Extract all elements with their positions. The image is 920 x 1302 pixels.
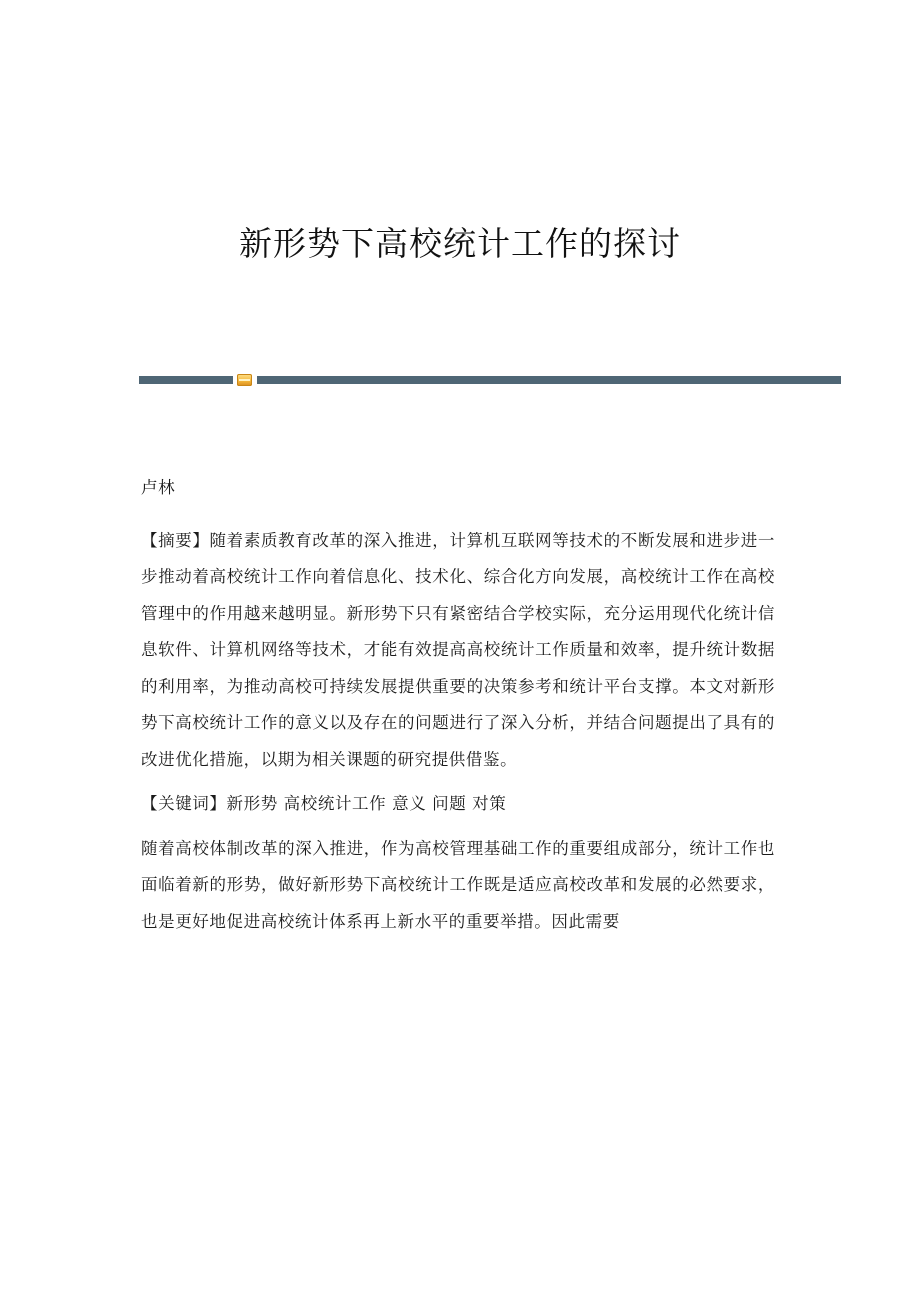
page-title: 新形势下高校统计工作的探讨 [239, 224, 681, 263]
keywords-paragraph: 【关键词】新形势 高校统计工作 意义 问题 对策 [141, 794, 507, 813]
body-paragraph: 随着高校体制改革的深入推进，作为高校管理基础工作的重要组成部分，统计工作也面临着新的形势，做好新形势下高校统计工作既是适应高校改革和发展的必然要求，也是更好地促进高校统计体系再上新水平的重要举措。因此需要 [141, 838, 775, 931]
ornament-icon [237, 374, 252, 386]
document-body [141, 470, 775, 948]
divider-bar-right [257, 376, 841, 384]
divider-bar-left [139, 376, 233, 384]
author-name: 卢林 [141, 478, 176, 497]
title-divider [139, 374, 841, 386]
abstract-paragraph: 【摘要】随着素质教育改革的深入推进，计算机互联网等技术的不断发展和进步进一步推动着高校统计工作向着信息化、技术化、综合化方向发展，高校统计工作在高校管理中的作用越来越明显。新形势下只有紧密结合学校实际，充分运用现代化统计信息软件、计算机网络等技术，才能有效提高高校统计工作质量和效率，提升统计数据的利用率，为推动高校可持续发展提供重要的决策参考和统计平台支撑。本文对新形势下高校统计工作的意义以及存在的问题进行了深入分析，并结合问题提出了具有的改进优化措施，以期为相关课题的研究提供借鉴。 [141, 530, 775, 769]
